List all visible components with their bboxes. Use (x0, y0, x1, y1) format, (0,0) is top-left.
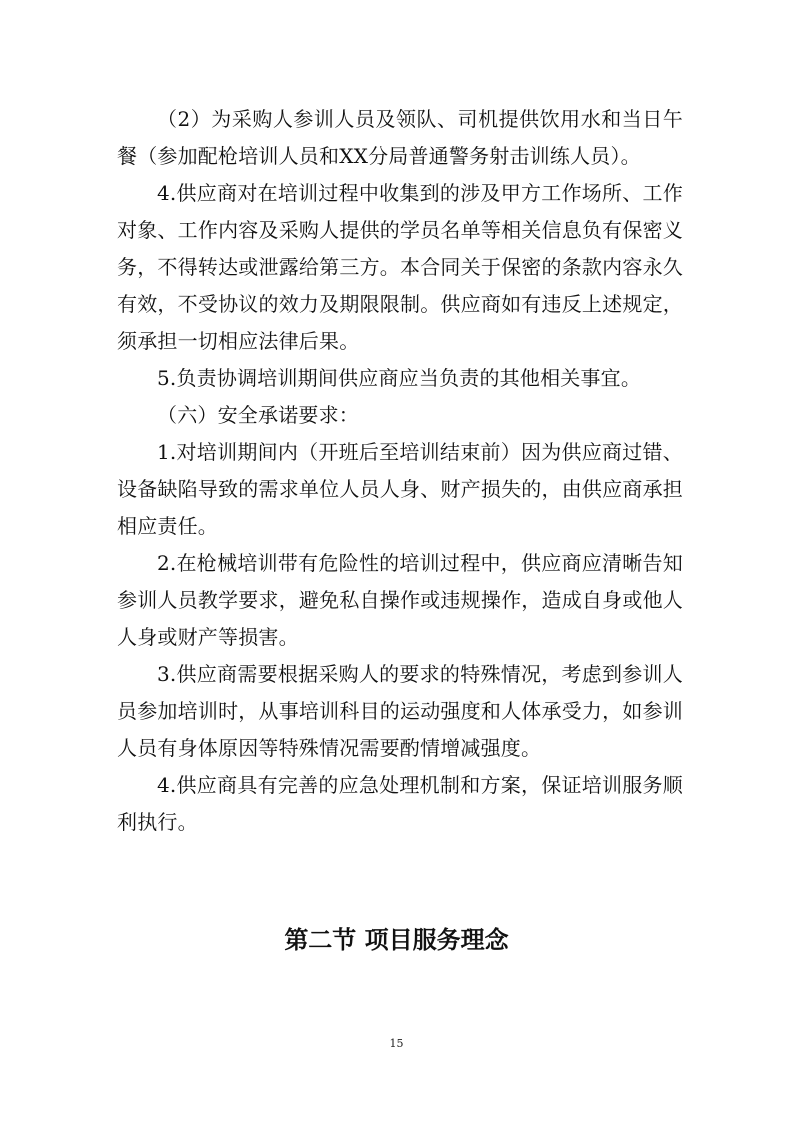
paragraph-coordination: 5.负责协调培训期间供应商应当负责的其他相关事宜。 (157, 366, 642, 390)
paragraph-safety-2: 2.在枪械培训带有危险性的培训过程中，供应商应清晰告知参训人员教学要求，避免私自操作或违规操作，造成自身或他人人身或财产等损害。 (117, 551, 683, 649)
paragraph-safety-4: 4.供应商具有完善的应急处理机制和方案，保证培训服务顺利执行。 (117, 773, 683, 834)
body-text (117, 101, 683, 841)
paragraph-safety-3: 3.供应商需要根据采购人的要求的特殊情况，考虑到参训人员参加培训时，从事培训科目的运动强度和人体承受力，如参训人员有身体原因等特殊情况需要酌情增减强度。 (117, 662, 683, 760)
paragraph-confidentiality: 4.供应商对在培训过程中收集到的涉及甲方工作场所、工作对象、工作内容及采购人提供的学员名单等相关信息负有保密义务，不得转达或泄露给第三方。本合同关于保密的条款内容永久有效，不受协议的效力及期限限制。供应商如有违反上述规定，须承担一切相应法律后果。 (117, 181, 683, 353)
paragraph-meals: （2）为采购人参训人员及领队、司机提供饮用水和当日午餐（参加配枪培训人员和XX分局普通警务射击训练人员）。 (117, 107, 683, 168)
page-number: 15 (389, 1037, 404, 1050)
section-title: 第二节 项目服务理念 (284, 926, 509, 954)
paragraph-safety-1: 1.对培训期间内（开班后至培训结束前）因为供应商过错、设备缺陷导致的需求单位人员人身、财产损失的，由供应商承担相应责任。 (117, 440, 683, 538)
paragraph-safety-heading: （六）安全承诺要求： (157, 403, 359, 427)
